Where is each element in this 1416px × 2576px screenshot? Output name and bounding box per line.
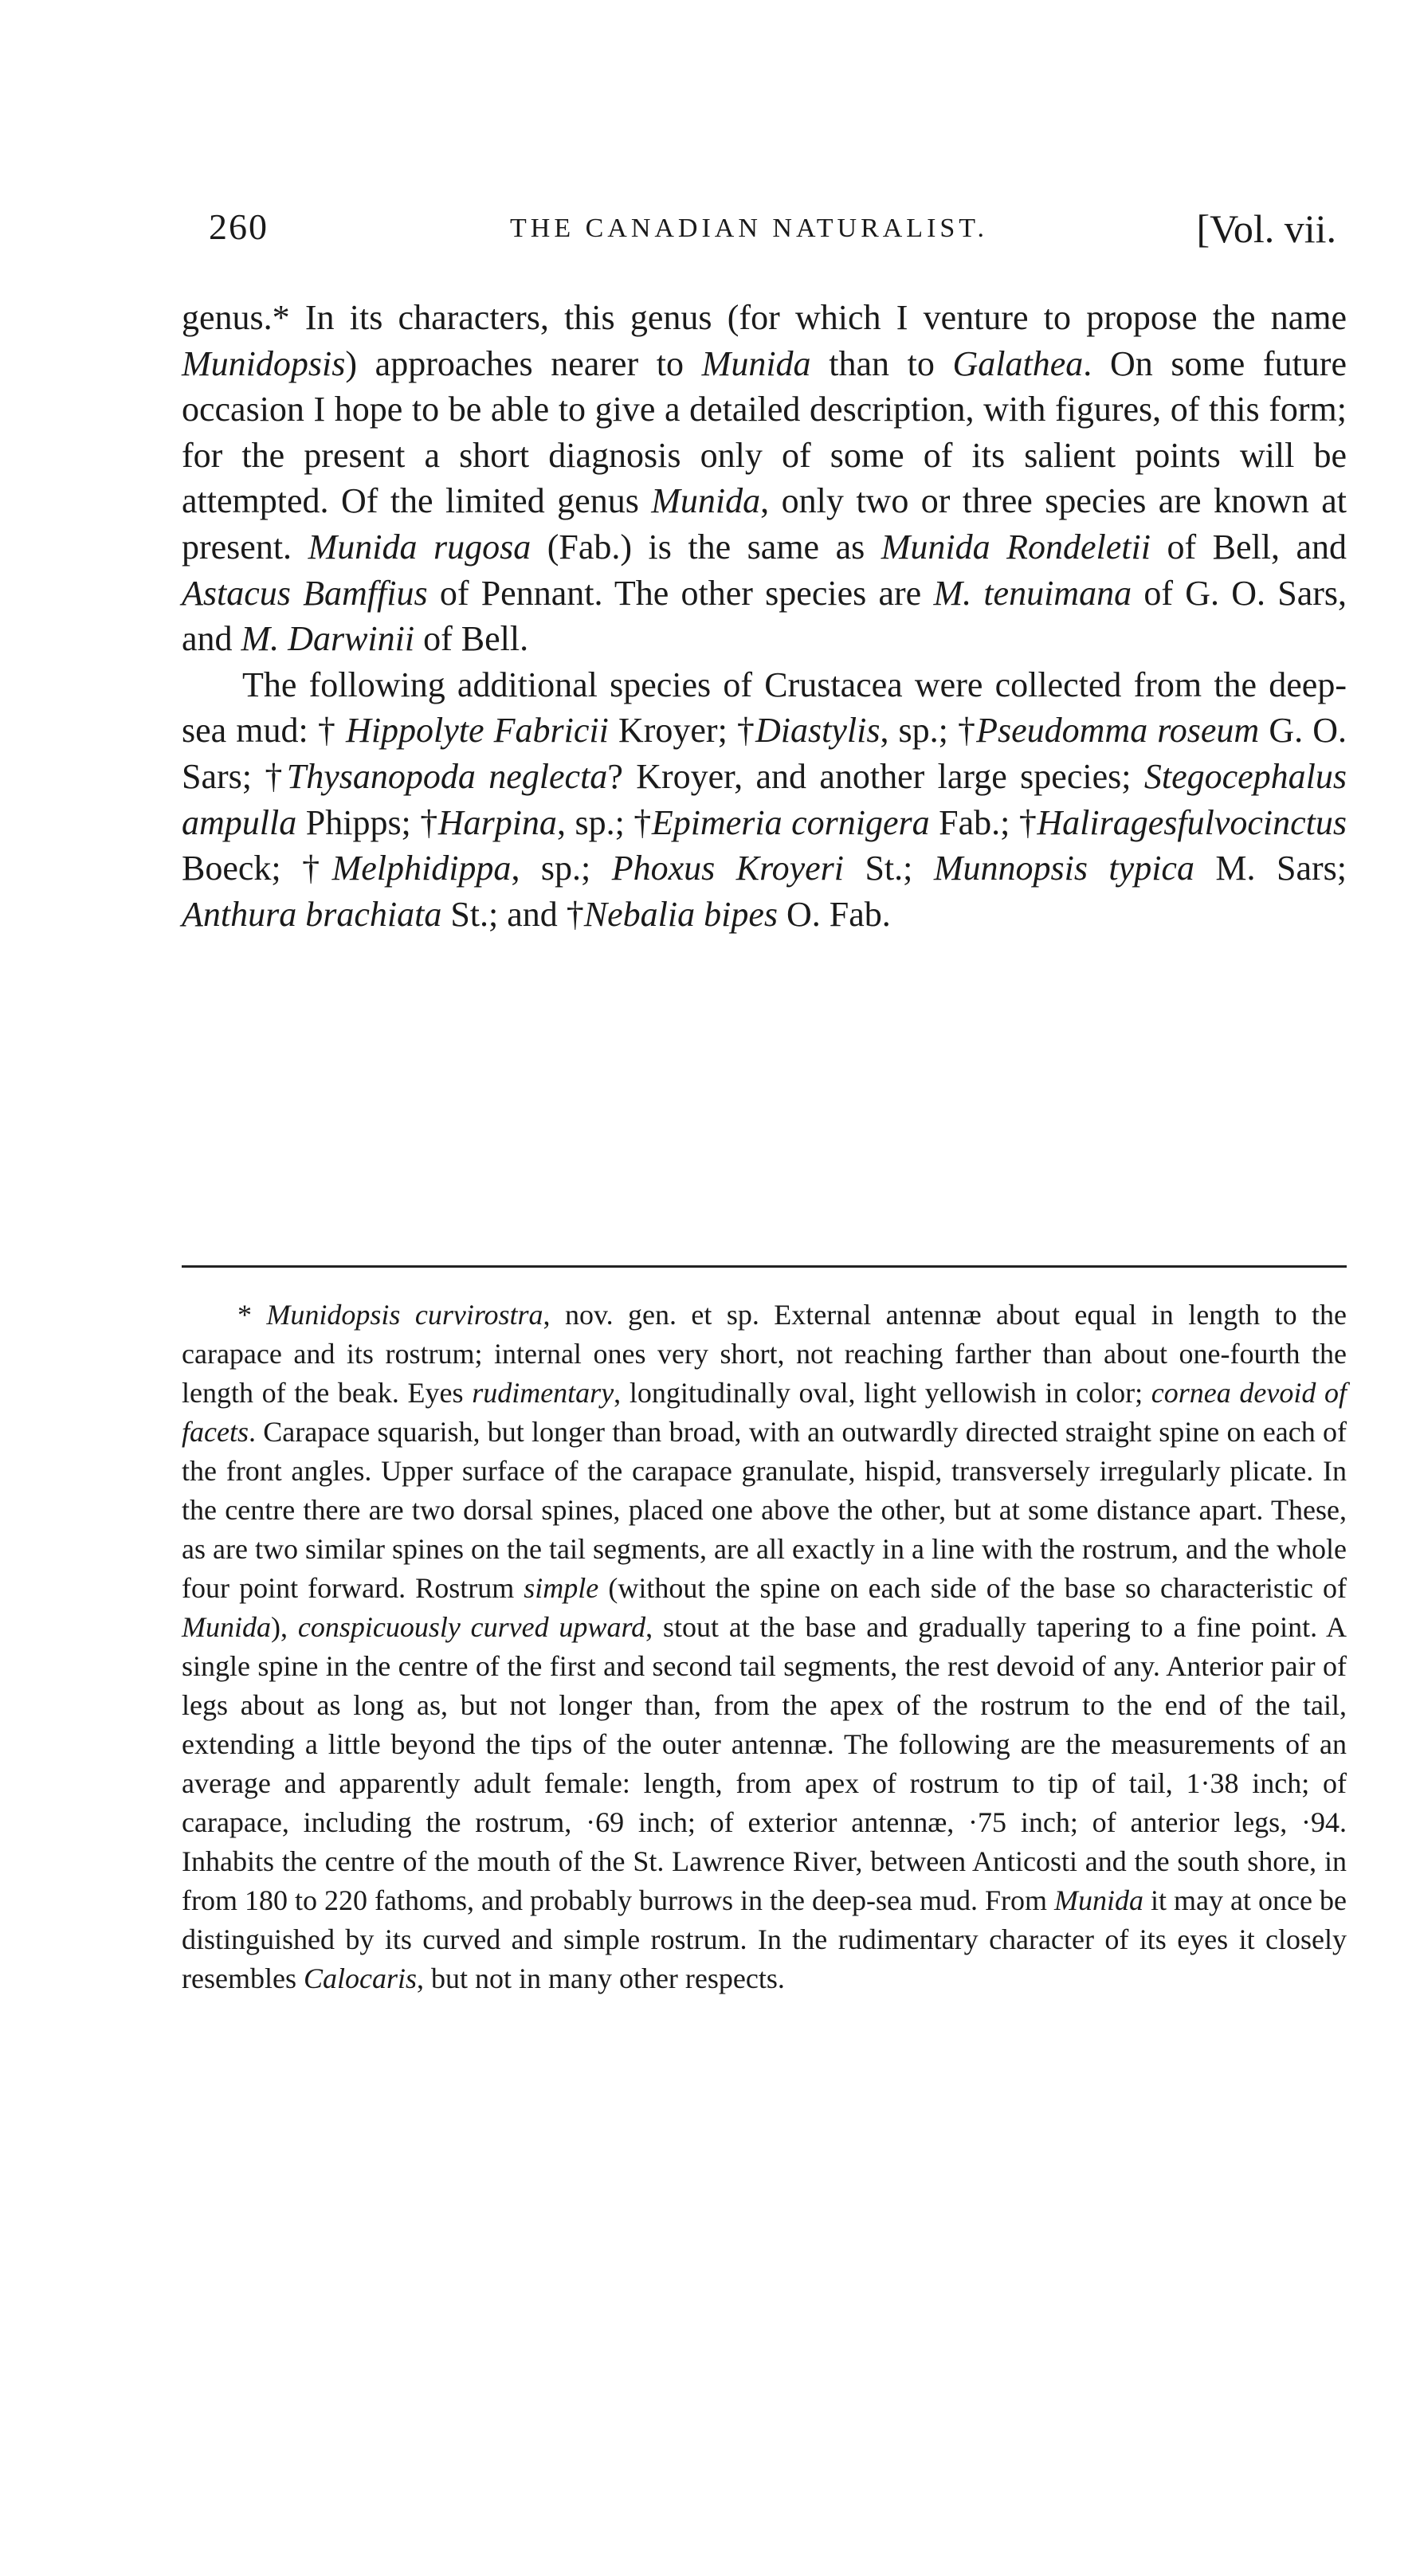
text-run: ), — [271, 1611, 298, 1643]
species-name: Diastylis — [755, 711, 881, 751]
text-run: O. Fab. — [777, 894, 891, 934]
text-run: genus.* In its characters, this genus (for which I venture to propose the name — [182, 298, 1347, 337]
footnote — [182, 1296, 1347, 1998]
text-run: , stout at the base and gradually tapering to a fine point. A single spine in the centre of the first and second tail segments, the rest devoid of any. Anterior pair of legs about as long as, but not longer than, from the apex of the rostrum to the end of the tail, extending a little beyond the tips of the outer antennæ. The following are the measurements of an average and apparently adult female: length, from apex of rostrum to tip of tail, 1·38 inch; of carapace, including the rostrum, ·69 inch; of exterior antennæ, ·75 inch; of anterior legs, ·94. Inhabits the centre of the mouth of the St. Lawrence River, between Anticosti and the south shore, in from 180 to 220 fathoms, and probably burrows in the deep-sea mud. From — [182, 1611, 1347, 1916]
species-name: M. Darwinii — [241, 619, 415, 659]
text-run: G. O. Sars; † — [182, 711, 1347, 796]
text-run: St.; and † — [441, 894, 584, 934]
text-run: , sp.; † — [556, 802, 652, 842]
text-run: The following additional species of Crustacea were collected from the deep-sea mud: † — [182, 665, 1347, 751]
species-name: Munida — [1054, 1884, 1144, 1916]
species-name: M. tenuimana — [933, 573, 1132, 613]
species-name: Astacus Bamffius — [182, 573, 428, 613]
species-name: Munida rugosa — [308, 527, 531, 567]
species-name: Anthura brachiata — [182, 894, 442, 934]
text-run: Boeck; † — [182, 849, 332, 888]
text-run: . Carapace squarish, but longer than broad, with an outwardly directed straight spine on each of the front angles. Upper surface of the carapace granulate, hispid, transversely irregularly plicate. In the centre there are two dorsal spines, placed one above the other, but at some distance apart. These, as are two similar spines on the tail segments, are all exactly in a line with the rostrum, and the whole four point forward. Rostrum — [182, 1416, 1347, 1604]
species-name: Melphidippa — [331, 849, 512, 888]
text-run: than to — [810, 343, 953, 383]
main-text — [182, 295, 1347, 937]
text-run: ? Kroyer, and another large species; — [607, 756, 1144, 796]
text-run: , longitudinally oval, light yellowish in color; — [614, 1377, 1151, 1409]
species-name: Calocaris — [303, 1962, 417, 1994]
text-run: of Bell. — [414, 619, 529, 659]
species-name: Phoxus Kroyeri — [611, 849, 844, 888]
emphasis: cornea devoid of facets — [182, 1377, 1347, 1448]
species-name: Munida Rondeletii — [881, 527, 1151, 567]
footnote-divider — [182, 1265, 1347, 1268]
species-name: Munida — [651, 481, 761, 521]
paragraph-genus — [182, 295, 1347, 662]
text-run: of Bell, and — [1150, 527, 1347, 567]
species-name: Epimeria cornigera — [651, 802, 930, 842]
running-title: THE CANADIAN NATURALIST. — [510, 214, 989, 243]
species-name: Munidopsis — [182, 343, 346, 383]
volume-label: [Vol. vii. — [1196, 206, 1336, 251]
text-run: , but not in many other respects. — [416, 1962, 785, 1994]
text-run: Phipps; † — [296, 802, 438, 842]
text-run: it may at once be distinguished by its curved and simple rostrum. In the rudimentary character of its eyes it closely resembles — [182, 1884, 1347, 1994]
species-name: Thysanopoda neglecta — [286, 756, 608, 796]
species-name: Pseudomma roseum — [976, 711, 1260, 751]
text-run: St.; — [843, 849, 934, 888]
species-name: Stegocephalus ampulla — [182, 756, 1347, 842]
emphasis: rudimentary — [472, 1377, 614, 1409]
species-name: Nebalia bipes — [583, 894, 778, 934]
text-run: ) approaches nearer to — [345, 343, 702, 383]
text-run: (Fab.) is the same as — [531, 527, 881, 567]
species-name: Hippolyte Fabricii — [346, 711, 609, 751]
page-number: 260 — [209, 206, 269, 247]
paragraph-crustacea — [182, 662, 1347, 938]
text-run: of G. O. Sars, and — [182, 573, 1347, 659]
text-run: M. Sars; — [1194, 849, 1347, 888]
text-run: , nov. gen. et sp. External antennæ about equal in length to the carapace and its rostrum; internal ones very short, not reaching farther than about one-fourth the length of the beak. Eyes — [182, 1299, 1347, 1409]
text-run: of Pennant. The other species are — [427, 573, 934, 613]
text-run: * — [237, 1299, 267, 1331]
species-name: Haliragesfulvocinctus — [1037, 802, 1347, 842]
footnote-paragraph — [182, 1296, 1347, 1998]
species-name: Harpina — [437, 802, 557, 842]
text-run: (without the spine on each side of the base so characteristic of — [598, 1572, 1347, 1604]
text-run: , only two or three species are known at present. — [182, 481, 1347, 567]
text-run: Fab.; † — [929, 802, 1037, 842]
species-name: Munida — [182, 1611, 271, 1643]
species-name: Galathea — [952, 343, 1084, 383]
species-name: Munnopsis typica — [933, 849, 1194, 888]
emphasis: simple — [524, 1572, 599, 1604]
species-name: Munida — [701, 343, 811, 383]
text-run: , sp.; † — [880, 711, 977, 751]
species-name: Munidopsis curvirostra — [266, 1299, 543, 1331]
text-run: Kroyer; † — [608, 711, 755, 751]
running-header — [209, 206, 1336, 261]
emphasis: conspicuously curved upward — [297, 1611, 646, 1643]
text-run: . On some future occasion I hope to be able to give a detailed description, with figures, of this form; for the present a short diagnosis only of some of its salient points will be attempted. Of the limited genus — [182, 343, 1347, 521]
text-run: , sp.; — [511, 849, 612, 888]
